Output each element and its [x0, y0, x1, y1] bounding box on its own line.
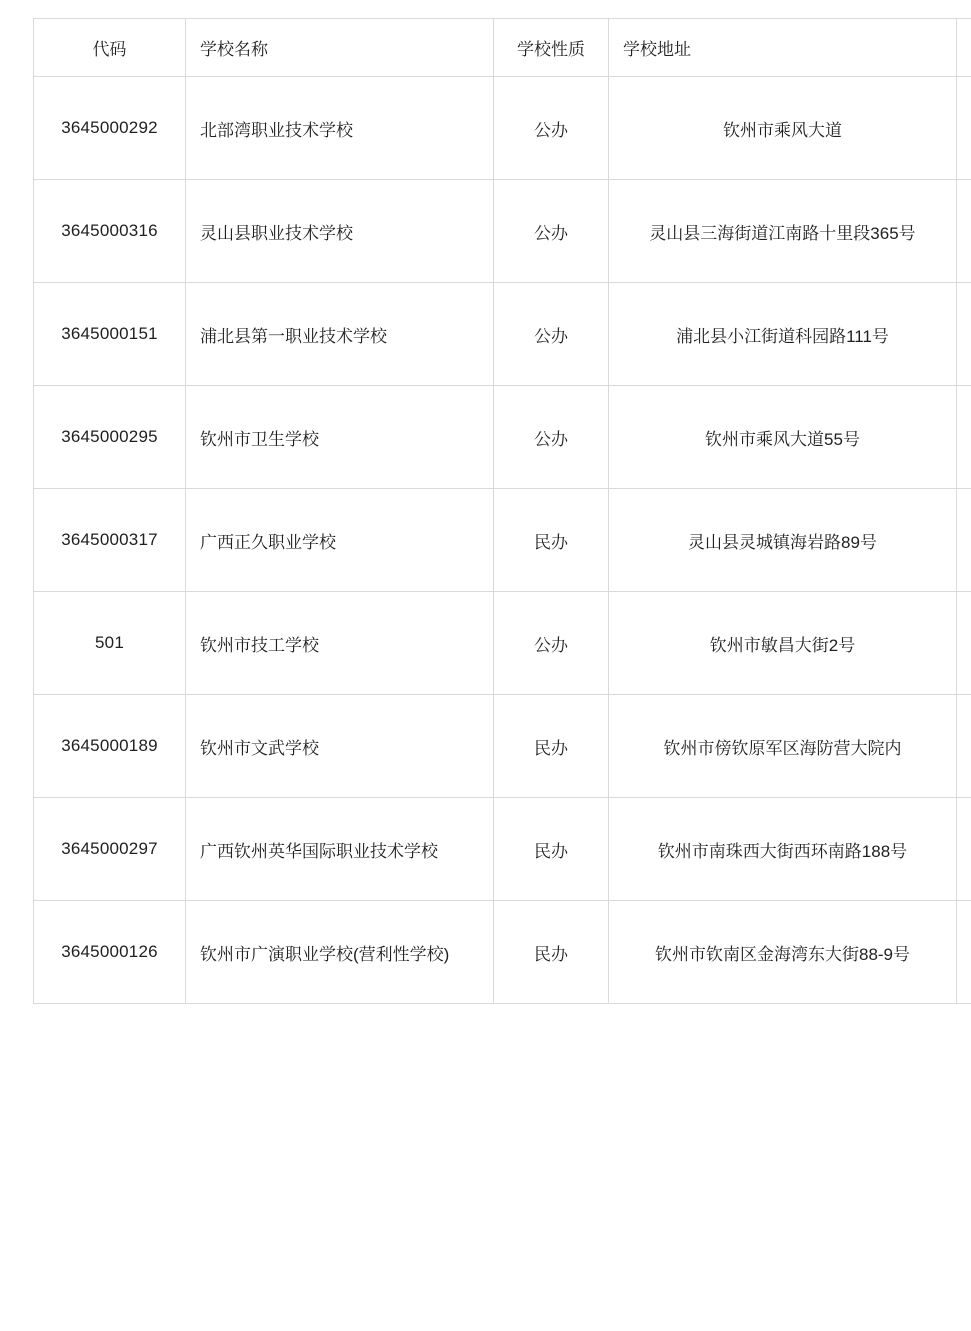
cell-code: 3645000295 — [34, 386, 186, 489]
cell-school-address: 钦州市乘风大道 — [609, 77, 957, 180]
cell-extra — [957, 77, 971, 180]
table-row — [34, 386, 971, 489]
cell-school-address: 浦北县小江街道科园路111号 — [609, 283, 957, 386]
cell-school-type: 民办 — [494, 901, 609, 1004]
table-header-row — [34, 19, 971, 77]
cell-school-address: 灵山县三海街道江南路十里段365号 — [609, 180, 957, 283]
school-list-table — [33, 18, 971, 1004]
cell-school-address: 钦州市钦南区金海湾东大街88-9号 — [609, 901, 957, 1004]
cell-school-name: 北部湾职业技术学校 — [186, 77, 494, 180]
cell-school-type: 公办 — [494, 77, 609, 180]
cell-school-name: 广西钦州英华国际职业技术学校 — [186, 798, 494, 901]
cell-extra — [957, 386, 971, 489]
cell-code: 3645000292 — [34, 77, 186, 180]
column-header-address: 学校地址 — [609, 19, 957, 77]
cell-school-address: 钦州市南珠西大街西环南路188号 — [609, 798, 957, 901]
cell-code: 3645000189 — [34, 695, 186, 798]
cell-extra — [957, 901, 971, 1004]
table-body — [34, 77, 971, 1004]
table-row — [34, 283, 971, 386]
table-row — [34, 180, 971, 283]
cell-school-type: 民办 — [494, 798, 609, 901]
cell-school-type: 民办 — [494, 695, 609, 798]
table-header — [34, 19, 971, 77]
cell-extra — [957, 180, 971, 283]
cell-school-name: 灵山县职业技术学校 — [186, 180, 494, 283]
cell-code: 3645000317 — [34, 489, 186, 592]
table-row — [34, 592, 971, 695]
cell-code: 3645000316 — [34, 180, 186, 283]
cell-code: 501 — [34, 592, 186, 695]
cell-school-name: 钦州市技工学校 — [186, 592, 494, 695]
table-row — [34, 798, 971, 901]
column-header-type: 学校性质 — [494, 19, 609, 77]
cell-school-name: 广西正久职业学校 — [186, 489, 494, 592]
cell-extra — [957, 695, 971, 798]
table-row — [34, 901, 971, 1004]
cell-extra — [957, 283, 971, 386]
cell-extra — [957, 592, 971, 695]
cell-school-type: 公办 — [494, 386, 609, 489]
table-row — [34, 695, 971, 798]
cell-school-type: 公办 — [494, 283, 609, 386]
table-row — [34, 77, 971, 180]
cell-code: 3645000126 — [34, 901, 186, 1004]
cell-extra — [957, 798, 971, 901]
cell-code: 3645000151 — [34, 283, 186, 386]
cell-school-address: 钦州市乘风大道55号 — [609, 386, 957, 489]
cell-code: 3645000297 — [34, 798, 186, 901]
column-header-name: 学校名称 — [186, 19, 494, 77]
cell-extra — [957, 489, 971, 592]
cell-school-address: 钦州市敏昌大街2号 — [609, 592, 957, 695]
cell-school-type: 民办 — [494, 489, 609, 592]
cell-school-name: 浦北县第一职业技术学校 — [186, 283, 494, 386]
cell-school-type: 公办 — [494, 180, 609, 283]
cell-school-name: 钦州市卫生学校 — [186, 386, 494, 489]
cell-school-address: 灵山县灵城镇海岩路89号 — [609, 489, 957, 592]
table-row — [34, 489, 971, 592]
cell-school-address: 钦州市傍钦原军区海防营大院内 — [609, 695, 957, 798]
cell-school-type: 公办 — [494, 592, 609, 695]
column-header-extra — [957, 19, 971, 77]
cell-school-name: 钦州市广演职业学校(营利性学校) — [186, 901, 494, 1004]
column-header-code: 代码 — [34, 19, 186, 77]
cell-school-name: 钦州市文武学校 — [186, 695, 494, 798]
